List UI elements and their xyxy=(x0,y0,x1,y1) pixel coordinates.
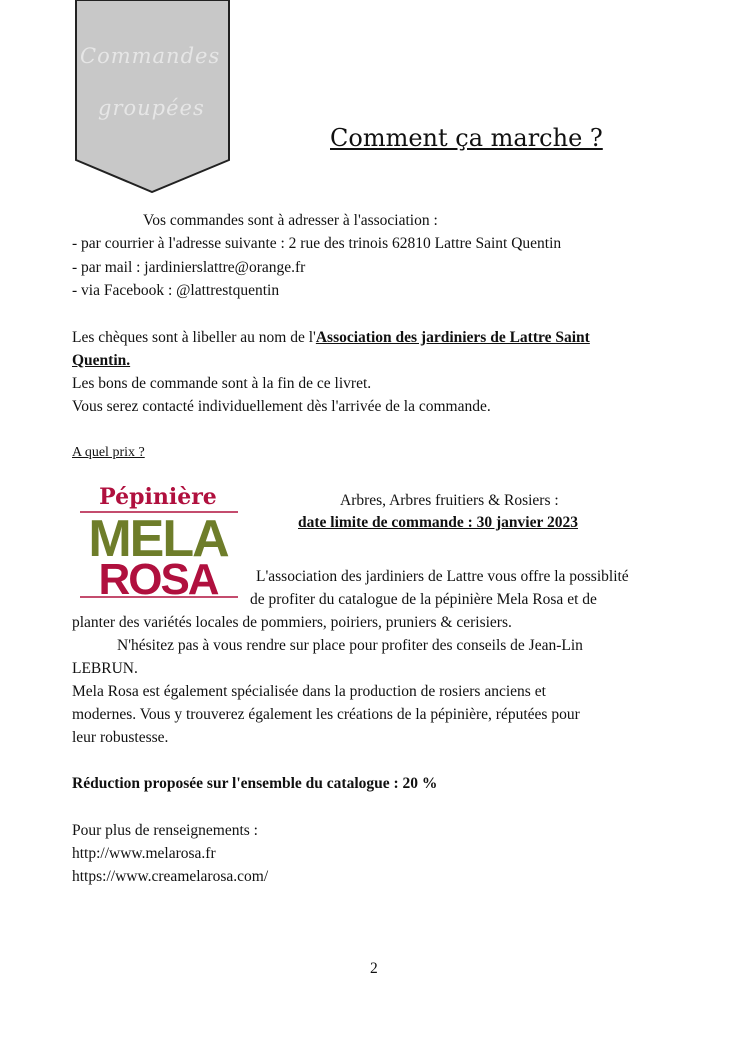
orders-intro: Vos commandes sont à adresser à l'association : xyxy=(143,212,438,229)
logo-text-mid: MELA xyxy=(88,510,228,568)
nursery-p1-line3: planter des variétés locales de pommiers, poiriers, pruniers & cerisiers. xyxy=(72,614,512,631)
page-number: 2 xyxy=(370,960,378,977)
logo-text-bottom: ROSA xyxy=(98,555,218,598)
order-deadline: date limite de commande : 30 janvier 2023 xyxy=(298,514,578,531)
cheques-line xyxy=(72,327,590,349)
price-heading: A quel prix ? xyxy=(72,445,145,460)
logo-text-top: Pépinière xyxy=(99,484,217,510)
orders-by-facebook: - via Facebook : @lattrestquentin xyxy=(72,282,280,299)
info-url-2: https://www.creamelarosa.com/ xyxy=(72,868,269,885)
info-url-1: http://www.melarosa.fr xyxy=(72,845,216,862)
order-forms-note: Les bons de commande sont à la fin de ce livret. xyxy=(72,375,372,392)
nursery-p1-line1: L'association des jardiniers de Lattre vous offre la possiblité xyxy=(256,568,629,585)
orders-by-mail: - par courrier à l'adresse suivante : 2 rue des trinois 62810 Lattre Saint Quentin xyxy=(72,235,562,252)
page-title: Comment ça marche ? xyxy=(330,124,603,152)
nursery-p3-line1: Mela Rosa est également spécialisée dans la production de rosiers anciens et xyxy=(72,683,546,700)
nursery-title: Arbres, Arbres fruitiers & Rosiers : xyxy=(340,492,559,509)
mela-rosa-logo xyxy=(78,484,241,598)
nursery-p3-line2: modernes. Vous y trouverez également les créations de la pépinière, réputées pour xyxy=(72,706,580,723)
discount-line: Réduction proposée sur l'ensemble du catalogue : 20 % xyxy=(72,775,438,792)
payee-name-part1: Association des jardiniers de Lattre Saint xyxy=(315,329,590,346)
orders-by-email: - par mail : jardinierslattre@orange.fr xyxy=(72,259,306,276)
banner-text-line1: Commandes xyxy=(80,44,221,68)
payee-name-part2: Quentin. xyxy=(72,352,131,369)
nursery-p3-line3: leur robustesse. xyxy=(72,729,169,746)
contact-note: Vous serez contacté individuellement dès l'arrivée de la commande. xyxy=(72,398,491,415)
banner-text-line2: groupées xyxy=(98,96,205,120)
cheques-prefix: Les chèques sont à libeller au nom de l' xyxy=(72,329,316,346)
nursery-p2-line2: LEBRUN. xyxy=(72,660,138,677)
nursery-p1-line2: de profiter du catalogue de la pépinière Mela Rosa et de xyxy=(250,591,597,608)
nursery-p2-line1: N'hésitez pas à vous rendre sur place pour profiter des conseils de Jean-Lin xyxy=(117,637,583,654)
info-heading: Pour plus de renseignements : xyxy=(72,822,258,839)
